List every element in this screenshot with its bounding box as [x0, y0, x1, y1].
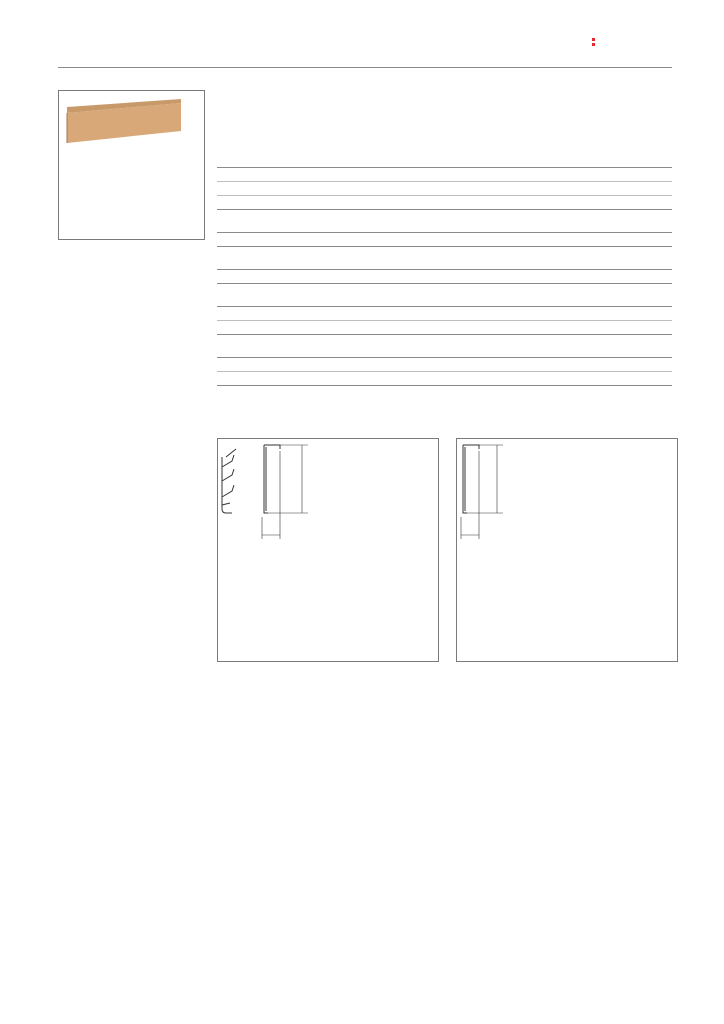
group-materials: [217, 221, 672, 247]
spec-row: [217, 270, 672, 284]
product-image: [59, 91, 204, 239]
characteristics-title: [217, 131, 672, 142]
spec-row: [217, 321, 672, 335]
cover-profile-drawing: [457, 439, 677, 661]
group-title: [217, 258, 672, 270]
spec-row: [217, 233, 672, 247]
group-cover: [217, 258, 672, 284]
spec-row: [217, 168, 672, 182]
cover-profile-drawing: [218, 439, 438, 661]
group-title: [217, 156, 672, 168]
logo-dots-icon: [592, 36, 596, 48]
group-title: [217, 346, 672, 358]
drawing-profile-right: [456, 438, 678, 662]
group-dimensions: [217, 156, 672, 210]
header-divider: [58, 67, 672, 68]
group-equipment: [217, 295, 672, 335]
spec-row: [217, 358, 672, 372]
group-title: [217, 221, 672, 233]
specification: [217, 96, 672, 397]
drawing-profile-left: [217, 438, 439, 662]
product-name: [217, 96, 672, 106]
group-sustainability: [217, 346, 672, 386]
hager-logo: [592, 30, 598, 56]
spec-row: [217, 182, 672, 196]
group-title: [217, 295, 672, 307]
product-image-frame: [58, 90, 205, 240]
spec-row: [217, 372, 672, 386]
spec-row: [217, 307, 672, 321]
spec-row: [217, 196, 672, 210]
